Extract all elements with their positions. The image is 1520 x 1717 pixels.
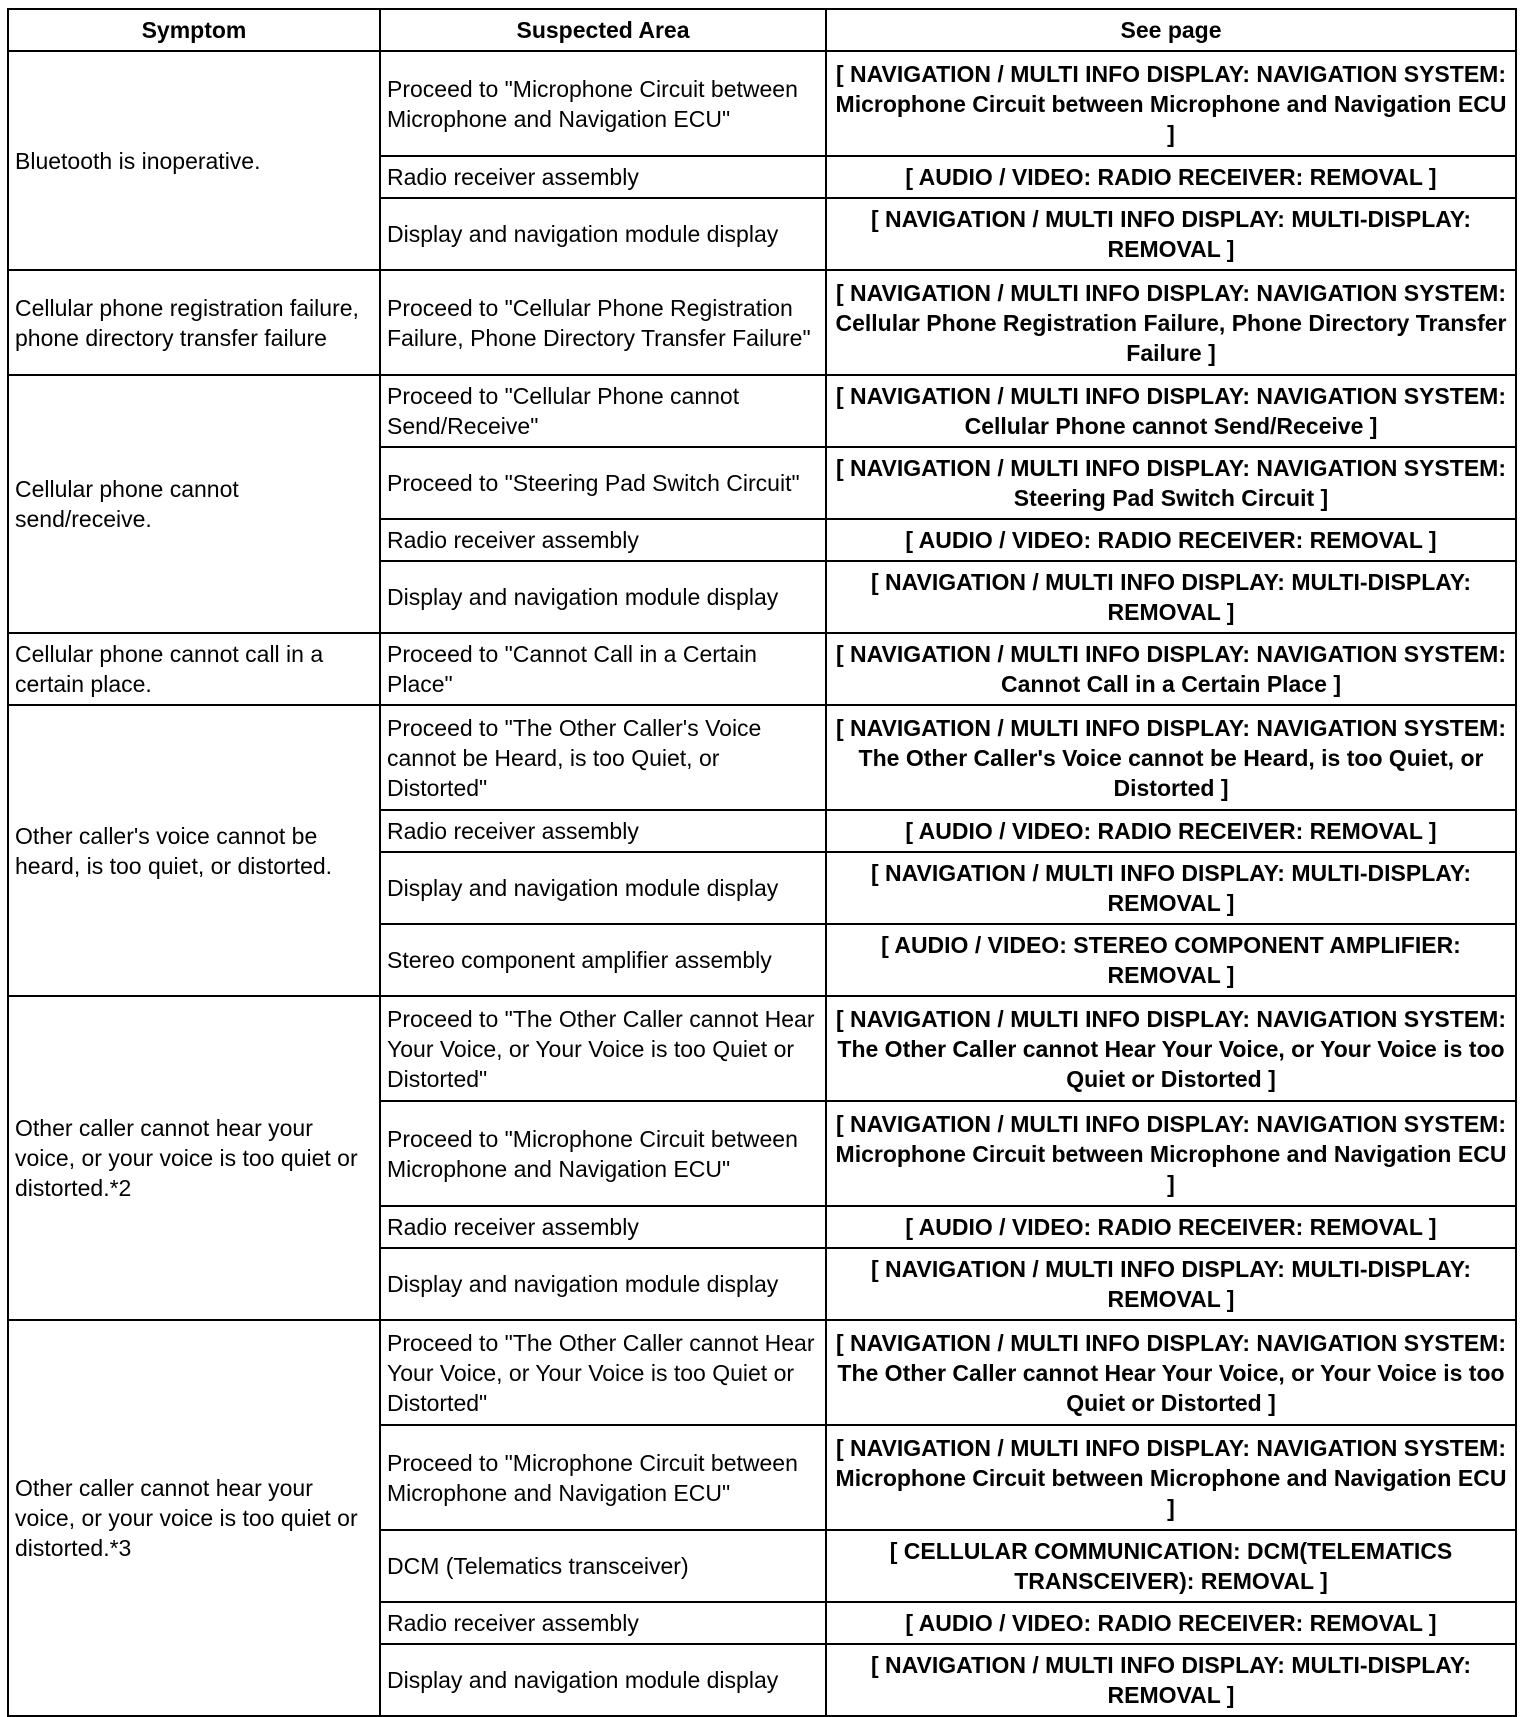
table-row bbox=[8, 270, 1516, 375]
see-page-reference-cell: [ NAVIGATION / MULTI INFO DISPLAY: NAVIGATION SYSTEM: Microphone Circuit between Microphone and Navigation ECU ] bbox=[826, 51, 1516, 156]
suspected-area-cell: Display and navigation module display bbox=[380, 198, 826, 270]
see-page-reference-cell: [ AUDIO / VIDEO: RADIO RECEIVER: REMOVAL ] bbox=[826, 156, 1516, 198]
see-page-reference-cell: [ NAVIGATION / MULTI INFO DISPLAY: NAVIGATION SYSTEM: Microphone Circuit between Microphone and Navigation ECU ] bbox=[826, 1101, 1516, 1206]
symptom-cell: Other caller cannot hear your voice, or your voice is too quiet or distorted.*2 bbox=[8, 996, 380, 1320]
see-page-reference-cell: [ AUDIO / VIDEO: STEREO COMPONENT AMPLIFIER: REMOVAL ] bbox=[826, 924, 1516, 996]
table-row bbox=[8, 996, 1516, 1101]
suspected-area-cell: Stereo component amplifier assembly bbox=[380, 924, 826, 996]
suspected-area-cell: Display and navigation module display bbox=[380, 1644, 826, 1716]
see-page-reference-cell: [ NAVIGATION / MULTI INFO DISPLAY: NAVIGATION SYSTEM: The Other Caller cannot Hear Your Voice, or Your Voice is too Quiet or Distorted ] bbox=[826, 996, 1516, 1101]
symptom-cell: Cellular phone cannot send/receive. bbox=[8, 375, 380, 633]
table-row bbox=[8, 705, 1516, 810]
symptom-cell: Bluetooth is inoperative. bbox=[8, 51, 380, 270]
suspected-area-cell: Proceed to "Steering Pad Switch Circuit" bbox=[380, 447, 826, 519]
suspected-area-cell: DCM (Telematics transceiver) bbox=[380, 1530, 826, 1602]
suspected-area-cell: Proceed to "Microphone Circuit between Microphone and Navigation ECU" bbox=[380, 1425, 826, 1530]
symptom-cell: Cellular phone registration failure, phone directory transfer failure bbox=[8, 270, 380, 375]
suspected-area-cell: Proceed to "The Other Caller's Voice cannot be Heard, is too Quiet, or Distorted" bbox=[380, 705, 826, 810]
suspected-area-cell: Display and navigation module display bbox=[380, 852, 826, 924]
suspected-area-cell: Radio receiver assembly bbox=[380, 156, 826, 198]
symptom-cell: Cellular phone cannot call in a certain place. bbox=[8, 633, 380, 705]
table-row bbox=[8, 375, 1516, 447]
suspected-area-cell: Radio receiver assembly bbox=[380, 810, 826, 852]
header-row bbox=[8, 9, 1516, 51]
see-page-reference-cell: [ CELLULAR COMMUNICATION: DCM(TELEMATICS TRANSCEIVER): REMOVAL ] bbox=[826, 1530, 1516, 1602]
symptom-column-header: Symptom bbox=[8, 9, 380, 51]
table-row bbox=[8, 51, 1516, 156]
see-page-reference-cell: [ NAVIGATION / MULTI INFO DISPLAY: NAVIGATION SYSTEM: Cellular Phone cannot Send/Receive ] bbox=[826, 375, 1516, 447]
see-page-reference-cell: [ NAVIGATION / MULTI INFO DISPLAY: NAVIGATION SYSTEM: Steering Pad Switch Circuit ] bbox=[826, 447, 1516, 519]
see-page-reference-cell: [ NAVIGATION / MULTI INFO DISPLAY: NAVIGATION SYSTEM: Microphone Circuit between Microphone and Navigation ECU ] bbox=[826, 1425, 1516, 1530]
see-page-reference-cell: [ NAVIGATION / MULTI INFO DISPLAY: NAVIGATION SYSTEM: The Other Caller cannot Hear Your Voice, or Your Voice is too Quiet or Distorted ] bbox=[826, 1320, 1516, 1425]
suspected-area-cell: Proceed to "Microphone Circuit between Microphone and Navigation ECU" bbox=[380, 1101, 826, 1206]
see-page-reference-cell: [ AUDIO / VIDEO: RADIO RECEIVER: REMOVAL ] bbox=[826, 810, 1516, 852]
suspected-area-cell: Proceed to "The Other Caller cannot Hear Your Voice, or Your Voice is too Quiet or Distorted" bbox=[380, 1320, 826, 1425]
suspected-area-cell: Display and navigation module display bbox=[380, 561, 826, 633]
see-page-reference-cell: [ AUDIO / VIDEO: RADIO RECEIVER: REMOVAL ] bbox=[826, 1602, 1516, 1644]
see-page-reference-cell: [ AUDIO / VIDEO: RADIO RECEIVER: REMOVAL ] bbox=[826, 519, 1516, 561]
problem-symptoms-table bbox=[7, 8, 1517, 1717]
suspected-area-cell: Proceed to "The Other Caller cannot Hear Your Voice, or Your Voice is too Quiet or Distorted" bbox=[380, 996, 826, 1101]
suspected-area-cell: Radio receiver assembly bbox=[380, 519, 826, 561]
see-page-reference-cell: [ NAVIGATION / MULTI INFO DISPLAY: MULTI-DISPLAY: REMOVAL ] bbox=[826, 198, 1516, 270]
see-page-reference-cell: [ NAVIGATION / MULTI INFO DISPLAY: NAVIGATION SYSTEM: Cannot Call in a Certain Place ] bbox=[826, 633, 1516, 705]
suspected-area-cell: Proceed to "Cellular Phone cannot Send/Receive" bbox=[380, 375, 826, 447]
see-page-reference-cell: [ NAVIGATION / MULTI INFO DISPLAY: MULTI-DISPLAY: REMOVAL ] bbox=[826, 1248, 1516, 1320]
suspected-area-cell: Radio receiver assembly bbox=[380, 1206, 826, 1248]
symptom-cell: Other caller cannot hear your voice, or your voice is too quiet or distorted.*3 bbox=[8, 1320, 380, 1716]
suspected-area-cell: Display and navigation module display bbox=[380, 1248, 826, 1320]
symptom-cell: Other caller's voice cannot be heard, is too quiet, or distorted. bbox=[8, 705, 380, 996]
table-row bbox=[8, 1320, 1516, 1425]
see-page-reference-cell: [ NAVIGATION / MULTI INFO DISPLAY: MULTI-DISPLAY: REMOVAL ] bbox=[826, 852, 1516, 924]
suspected-area-cell: Proceed to "Cannot Call in a Certain Place" bbox=[380, 633, 826, 705]
see-page-reference-cell: [ NAVIGATION / MULTI INFO DISPLAY: NAVIGATION SYSTEM: The Other Caller's Voice cannot be Heard, is too Quiet, or Distorted ] bbox=[826, 705, 1516, 810]
table-row bbox=[8, 633, 1516, 705]
table-body bbox=[8, 51, 1516, 1716]
see-page-reference-cell: [ NAVIGATION / MULTI INFO DISPLAY: MULTI-DISPLAY: REMOVAL ] bbox=[826, 561, 1516, 633]
see-page-reference-cell: [ NAVIGATION / MULTI INFO DISPLAY: MULTI-DISPLAY: REMOVAL ] bbox=[826, 1644, 1516, 1716]
see-page-reference-cell: [ NAVIGATION / MULTI INFO DISPLAY: NAVIGATION SYSTEM: Cellular Phone Registration Failure, Phone Directory Transfer Failure ] bbox=[826, 270, 1516, 375]
suspected-area-column-header: Suspected Area bbox=[380, 9, 826, 51]
suspected-area-cell: Radio receiver assembly bbox=[380, 1602, 826, 1644]
suspected-area-cell: Proceed to "Cellular Phone Registration Failure, Phone Directory Transfer Failure" bbox=[380, 270, 826, 375]
see-page-column-header: See page bbox=[826, 9, 1516, 51]
suspected-area-cell: Proceed to "Microphone Circuit between Microphone and Navigation ECU" bbox=[380, 51, 826, 156]
see-page-reference-cell: [ AUDIO / VIDEO: RADIO RECEIVER: REMOVAL ] bbox=[826, 1206, 1516, 1248]
